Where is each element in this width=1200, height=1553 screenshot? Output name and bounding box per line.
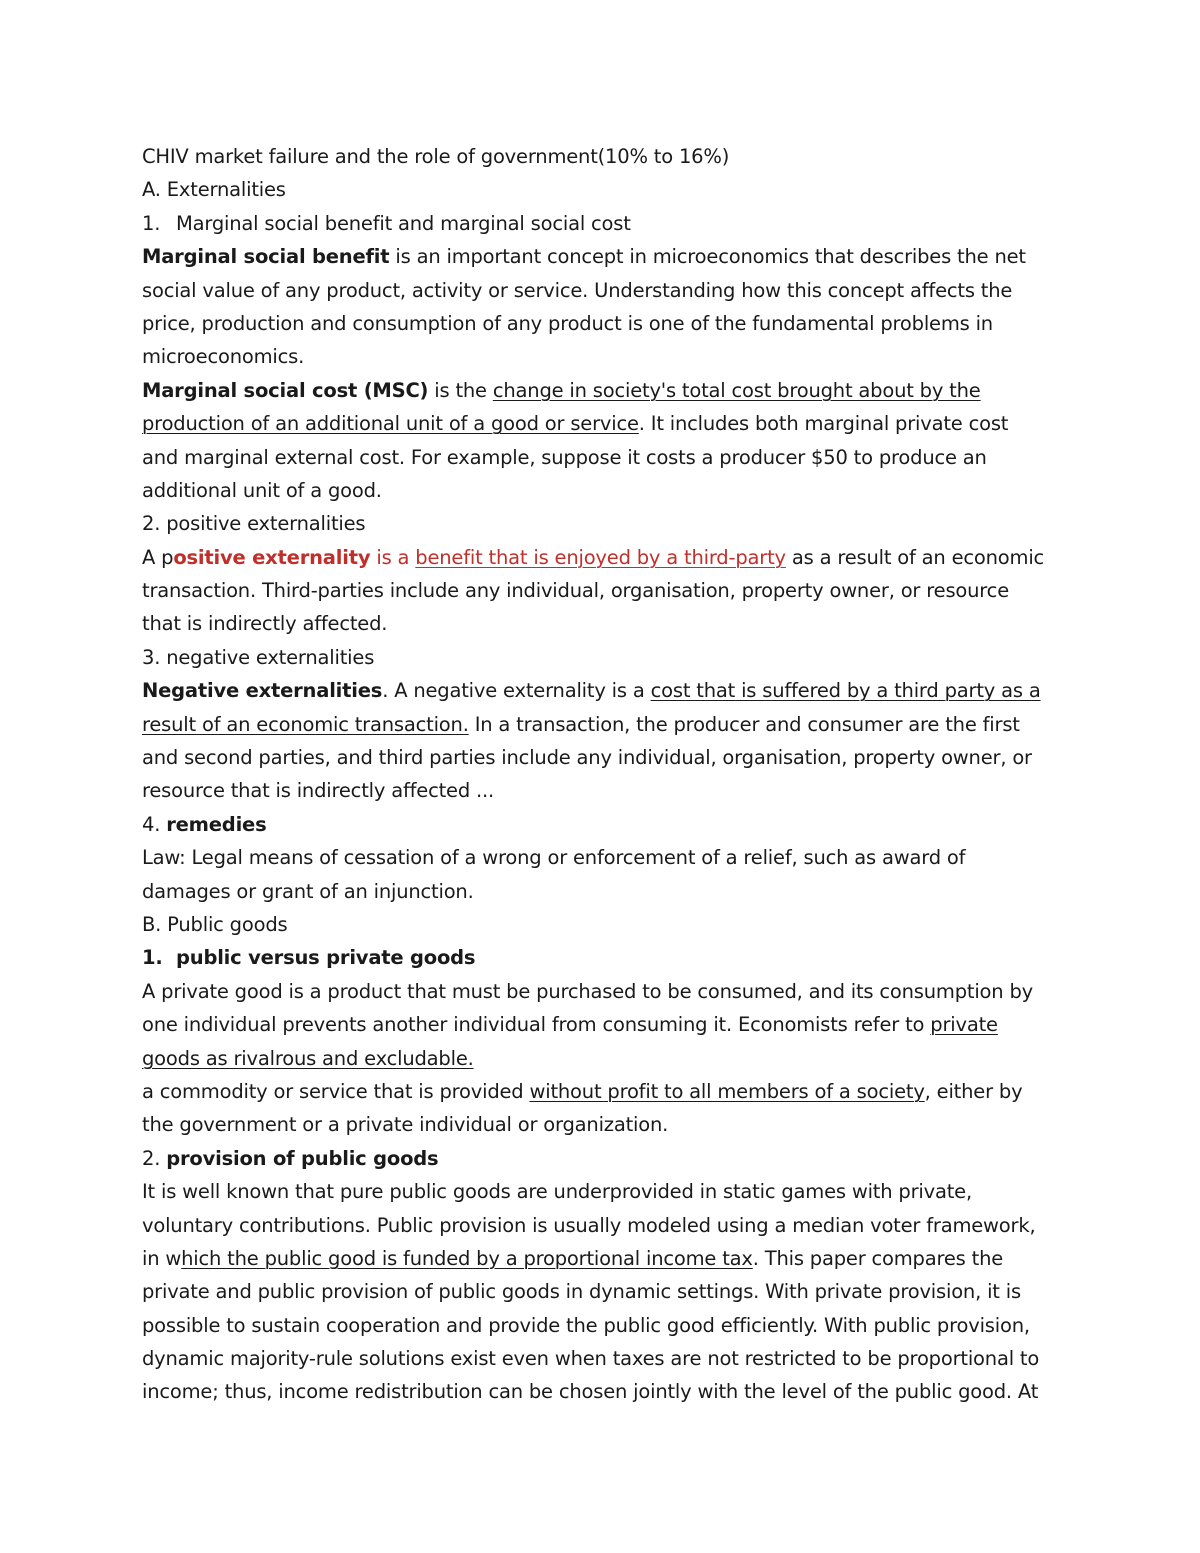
paragraph-line: Law: Legal means of cessation of a wrong or enforcement of a relief, such as award of	[142, 846, 966, 870]
text-run: is the	[428, 378, 493, 402]
term-marginal-social-benefit: Marginal social benefit	[142, 245, 390, 269]
paragraph-line	[142, 1008, 1062, 1041]
underlined-text: without profit to all members of a society	[529, 1079, 925, 1103]
text-run: . It includes both marginal private cost	[638, 412, 1009, 436]
paragraph-line	[142, 240, 1062, 273]
paragraph-line: income; thus, income redistribution can be chosen jointly with the level of the public good. At	[142, 1380, 1039, 1404]
list-number: 1.	[142, 946, 163, 970]
text-run: in w	[142, 1246, 182, 1270]
section-a-item1-title	[142, 207, 1062, 240]
document-page	[142, 140, 1062, 1409]
underlined-text: goods as rivalrous and excludable.	[142, 1046, 474, 1070]
paragraph-line: transaction. Third-parties include any individual, organisation, property owner, or resource	[142, 579, 1009, 603]
text-run-red: is a	[370, 545, 416, 569]
paragraph-line	[142, 1242, 1062, 1275]
text-run: as a result of an economic	[785, 545, 1045, 569]
paragraph-line: possible to sustain cooperation and provide the public good efficiently. With public provision,	[142, 1313, 1030, 1337]
underlined-text: result of an economic transaction.	[142, 712, 469, 736]
section-b-title: B. Public goods	[142, 912, 288, 936]
underlined-text: hich the public good is funded by a proportional income tax	[181, 1246, 753, 1270]
paragraph-line: resource that is indirectly affected ...	[142, 779, 495, 803]
term-marginal-social-cost: Marginal social cost (MSC)	[142, 378, 429, 402]
underlined-text: cost that is suffered by a third party as a	[650, 679, 1041, 703]
underlined-text: production of an additional unit of a good or service	[142, 412, 639, 436]
text-run: . This paper compares the	[752, 1246, 1004, 1270]
paragraph-line: damages or grant of an injunction.	[142, 879, 474, 903]
paragraph-line	[142, 541, 1062, 574]
text-run: A p	[142, 545, 174, 569]
section-a-item4-title	[142, 808, 1062, 841]
paragraph-line: that is indirectly affected.	[142, 612, 388, 636]
section-a-title: A. Externalities	[142, 178, 286, 202]
section-a-item2-title: 2. positive externalities	[142, 512, 366, 536]
paragraph-line	[142, 407, 1062, 440]
text-run: one individual prevents another individual from consuming it. Economists refer to	[142, 1013, 931, 1037]
section-b-item1-title	[142, 941, 1062, 974]
paragraph-line: and second parties, and third parties include any individual, organisation, property owner, or	[142, 746, 1032, 770]
paragraph-line: It is well known that pure public goods are underprovided in static games with private,	[142, 1180, 972, 1204]
paragraph-line: private and public provision of public goods in dynamic settings. With private provision, it is	[142, 1280, 1021, 1304]
list-title: public versus private goods	[176, 946, 476, 970]
paragraph-line: the government or a private individual or organization.	[142, 1113, 669, 1137]
underlined-text: private	[930, 1013, 998, 1037]
section-a-item3-title: 3. negative externalities	[142, 645, 375, 669]
list-title: Marginal social benefit and marginal social cost	[176, 211, 631, 235]
paragraph-line	[142, 674, 1062, 707]
text-run: In a transaction, the producer and consumer are the first	[468, 712, 1020, 736]
list-title: remedies	[166, 812, 267, 836]
paragraph-line: price, production and consumption of any product is one of the fundamental problems in	[142, 311, 993, 335]
text-run: a commodity or service that is provided	[142, 1079, 530, 1103]
paragraph-line: A private good is a product that must be purchased to be consumed, and its consumption by	[142, 979, 1033, 1003]
text-run: . A negative externality is a	[382, 679, 651, 703]
paragraph-line: additional unit of a good.	[142, 478, 382, 502]
underlined-text: change in society's total cost brought about by the	[492, 378, 981, 402]
paragraph-line: social value of any product, activity or service. Understanding how this concept affects the	[142, 278, 1013, 302]
list-number: 2.	[142, 1146, 167, 1170]
paragraph-line	[142, 1042, 1062, 1075]
section-b-item2-title	[142, 1142, 1062, 1175]
paragraph-line: dynamic majority-rule solutions exist even when taxes are not restricted to be proportional to	[142, 1347, 1040, 1371]
list-number: 1.	[142, 211, 161, 235]
text-run: , either by	[924, 1079, 1023, 1103]
text-run: is an important concept in microeconomics that describes the net	[389, 245, 1026, 269]
underlined-text-red: benefit that is enjoyed by a third-party	[415, 545, 786, 569]
list-number: 4.	[142, 812, 167, 836]
term-negative-externalities: Negative externalities	[142, 679, 383, 703]
paragraph-line	[142, 708, 1062, 741]
document-heading: CHIV market failure and the role of government(10% to 16%)	[142, 145, 730, 168]
paragraph-line: microeconomics.	[142, 345, 305, 369]
paragraph-line	[142, 374, 1062, 407]
paragraph-line: and marginal external cost. For example, suppose it costs a producer $50 to produce an	[142, 445, 987, 469]
term-positive-externality: ositive externality	[173, 545, 371, 569]
paragraph-line: voluntary contributions. Public provision is usually modeled using a median voter framework,	[142, 1213, 1036, 1237]
list-title: provision of public goods	[166, 1146, 439, 1170]
paragraph-line	[142, 1075, 1062, 1108]
